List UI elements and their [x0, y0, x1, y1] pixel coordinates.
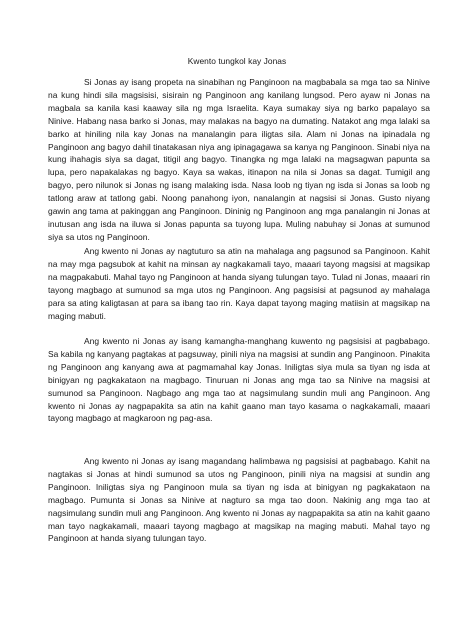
paragraph-4: Ang kwento ni Jonas ay isang magandang halimbawa ng pagsisisi at pagbabago. Kahit na nagtakas si Jonas at hindi sumunod sa utos ng Panginoon, pinili niya na magsisi at sundin ang Panginoon. Iniligtas siya ng Panginoon mula sa tiyan ng isda at binigyan ng pagkakataon na magbago. Pumunta si Jonas sa Ninive at nagturo sa mga tao doon. Nakinig ang mga tao at nagsimulang sundin muli ang Panginoon. Ang kwento ni Jonas ay nagpapakita sa atin na kahit gaano man tayo nagkakamali, maaari tayong magbago at magsikap na maging mabuti. Mahal tayo ng Panginoon at handa siyang tulungan tayo.: [48, 456, 430, 544]
paragraph-1: Si Jonas ay isang propeta na sinabihan ng Panginoon na magbabala sa mga tao sa Ninive na kung hindi sila magsisisi, sisirain ng Panginoon ang kanilang lungsod. Pero ayaw ni Jonas na magbala sa kanila kasi kaaway sila ng mga Israelita. Kaya sumakay siya ng barko papalayo sa Ninive. Habang nasa barko si Jonas, may malakas na bagyo na dumating. Natakot ang mga lalaki sa barko at hiniling nila kay Jonas na manalangin para iligtas sila. Alam ni Jonas na ipinadala ng Panginoon ang bagyo dahil tinatakasan niya ang ipinagagawa sa kanya ng Panginoon. Sinabi niya na kung ihahagis siya sa dagat, titigil ang bagyo. Tinangka ng mga lalaki na magsagwan papunta sa lupa, pero napakalakas ng bagyo. Kaya sa wakas, itinapon na nila si Jonas sa dagat. Tumigil ang bagyo, pero nilunok si Jonas ng isang malaking isda. Nasa loob ng tiyan ng isda si Jonas sa loob ng tatlong araw at tatlong gabi. Noong panahong iyon, nanalangin at nagsisi si Jonas. Gusto niyang gawin ang tama at pakinggan ang Panginoon. Dininig ng Panginoon ang mga panalangin ni Jonas at inutusan ang isda na iluwa si Jonas papunta sa tuyong lupa. Muling nabuhay si Jonas at sumunod siya sa utos ng Panginoon.: [48, 77, 430, 242]
document-title: Kwento tungkol kay Jonas: [187, 56, 287, 66]
paragraph-3: Ang kwento ni Jonas ay isang kamangha-manghang kuwento ng pagsisisi at pagbabago. Sa kabila ng kanyang pagtakas at pagsuway, pinili niya na magsisi at sundin ang Panginoon. Pinakita ng Panginoon ang kanyang awa at pagmamahal kay Jonas. Iniligtas siya mula sa tiyan ng isda at binigyan ng pagkakataon na magbago. Tinuruan ni Jonas ang mga tao sa Ninive na magsisi at sumunod sa Panginoon. Nagbago ang mga tao at nagsimulang sundin muli ang Panginoon. Ang kwento ni Jonas ay nagpapakita sa atin na kahit gaano man tayo kasama o nagkakamali, maaari tayong magbago at magkaroon ng pag-asa.: [48, 336, 430, 424]
paragraph-2: Ang kwento ni Jonas ay nagtuturo sa atin na mahalaga ang pagsunod sa Panginoon. Kahit na may mga pagsubok at kahit na minsan ay nagkakamali tayo, maaari tayong magsisi at magsikap na magpakabuti. Mahal tayo ng Panginoon at handa siyang tulungan tayo. Tulad ni Jonas, maaari rin tayong magbago at sumunod sa mga utos ng Panginoon. Ang pagsisisi at pagsunod ay mahalaga para sa ating kaligtasan at para sa ibang tao rin. Kaya dapat tayong maging matiisin at magsikap na maging mabuti.: [48, 246, 430, 321]
